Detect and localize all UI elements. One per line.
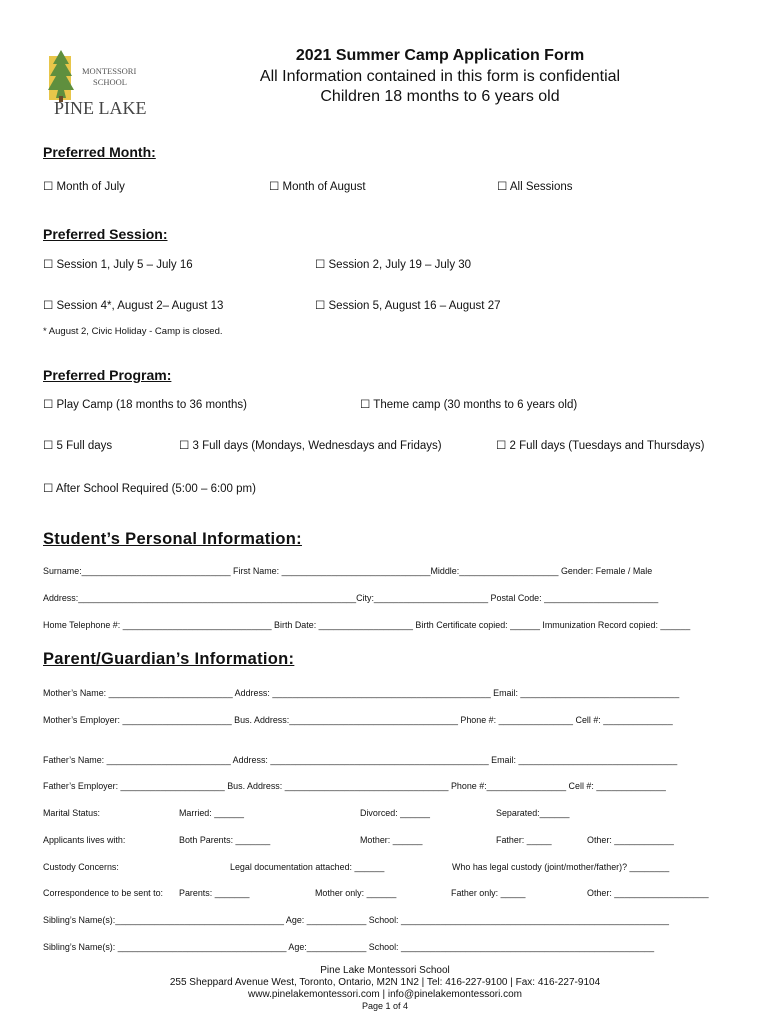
footer-school-name: Pine Lake Montessori School: [320, 965, 450, 976]
footer-address: 255 Sheppard Avenue West, Toronto, Ontario, M2N 1N2 | Tel: 416-227-9100 | Fax: 416-227-9104: [169, 977, 601, 988]
confidential-note: All Information contained in this form is confidential: [259, 68, 621, 85]
corr-other-field[interactable]: Other: ___________________: [587, 888, 709, 899]
student-info-heading: Student’s Personal Information:: [43, 530, 302, 548]
marital-status-label: Marital Status:: [43, 808, 101, 819]
mother-employer-row[interactable]: Mother’s Employer: ______________________ Bus. Address:__________________________________ Phone #: _______________ Cell #: ______________: [43, 715, 673, 726]
checkbox-session-2[interactable]: ☐ Session 2, July 19 – July 30: [315, 259, 472, 271]
logo-school: SCHOOL: [93, 77, 128, 87]
corr-mother-field[interactable]: Mother only: ______: [315, 888, 397, 899]
footer-contact: www.pinelakemontessori.com | info@pinelakemontessori.com: [248, 989, 522, 1000]
custody-concerns-label: Custody Concerns:: [43, 862, 119, 873]
father-name-row[interactable]: Father’s Name: _________________________ Address: ____________________________________________ Email: ________________________________: [43, 755, 678, 766]
father-employer-row[interactable]: Father’s Employer: _____________________ Bus. Address: _________________________________ Phone #:________________ Cell #: ______________: [43, 781, 666, 792]
checkbox-3-full-days[interactable]: ☐ 3 Full days (Mondays, Wednesdays and Fridays): [179, 440, 442, 452]
checkbox-session-1[interactable]: ☐ Session 1, July 5 – July 16: [43, 259, 193, 271]
form-title: 2021 Summer Camp Application Form: [295, 47, 585, 64]
preferred-month-heading: Preferred Month:: [43, 144, 156, 160]
legal-custody-field[interactable]: Who has legal custody (joint/mother/father)? ________: [452, 862, 670, 873]
page-number: Page 1 of 4: [361, 1001, 409, 1011]
parent-info-heading: Parent/Guardian’s Information:: [43, 650, 295, 668]
checkbox-session-5[interactable]: ☐ Session 5, August 16 – August 27: [315, 300, 501, 312]
mother-name-row[interactable]: Mother’s Name: _________________________ Address: ____________________________________________ Email: ________________________________: [43, 688, 680, 699]
checkbox-month-august[interactable]: ☐ Month of August: [269, 181, 366, 193]
corr-parents-field[interactable]: Parents: _______: [179, 888, 250, 899]
checkbox-theme-camp[interactable]: ☐ Theme camp (30 months to 6 years old): [360, 399, 578, 411]
checkbox-2-full-days[interactable]: ☐ 2 Full days (Tuesdays and Thursdays): [496, 440, 705, 452]
logo-montessori: MONTESSORI: [82, 66, 137, 76]
corr-father-field[interactable]: Father only: _____: [451, 888, 526, 899]
separated-field[interactable]: Separated:______: [496, 808, 570, 819]
lives-with-label: Applicants lives with:: [43, 835, 126, 846]
married-field[interactable]: Married: ______: [179, 808, 244, 819]
lives-father-field[interactable]: Father: _____: [496, 835, 552, 846]
student-phone-row[interactable]: Home Telephone #: ______________________________ Birth Date: ___________________ Birth Certificate copied: ______ Immunization Record copied: ______: [43, 620, 691, 631]
preferred-session-heading: Preferred Session:: [43, 226, 168, 242]
checkbox-session-4[interactable]: ☐ Session 4*, August 2– August 13: [43, 300, 224, 312]
lives-mother-field[interactable]: Mother: ______: [360, 835, 423, 846]
age-range: Children 18 months to 6 years old: [320, 88, 560, 105]
lives-other-field[interactable]: Other: ____________: [587, 835, 674, 846]
sibling-row-1[interactable]: Sibling’s Name(s):__________________________________ Age: ____________ School: ______________________________________________________: [43, 915, 669, 926]
checkbox-after-school[interactable]: ☐ After School Required (5:00 – 6:00 pm): [43, 483, 256, 495]
both-parents-field[interactable]: Both Parents: _______: [179, 835, 271, 846]
legal-documentation-field[interactable]: Legal documentation attached: ______: [230, 862, 385, 873]
checkbox-month-july[interactable]: ☐ Month of July: [43, 181, 125, 193]
correspondence-label: Correspondence to be sent to:: [43, 888, 164, 899]
preferred-program-heading: Preferred Program:: [43, 367, 172, 383]
student-address-row[interactable]: Address:________________________________________________________City:_______________________ Postal Code: _______________________: [43, 593, 659, 604]
civic-holiday-note: * August 2, Civic Holiday - Camp is closed.: [43, 326, 223, 337]
divorced-field[interactable]: Divorced: ______: [360, 808, 430, 819]
sibling-row-2[interactable]: Sibling’s Name(s): __________________________________ Age:____________ School: ___________________________________________________: [43, 942, 655, 953]
checkbox-5-full-days[interactable]: ☐ 5 Full days: [43, 440, 113, 452]
checkbox-play-camp[interactable]: ☐ Play Camp (18 months to 36 months): [43, 399, 247, 411]
logo-name: PINE LAKE: [54, 98, 147, 118]
checkbox-all-sessions[interactable]: ☐ All Sessions: [497, 181, 573, 193]
student-name-row[interactable]: Surname:______________________________ First Name: ______________________________Middle:____________________ Gender: Female / Male: [43, 566, 653, 577]
